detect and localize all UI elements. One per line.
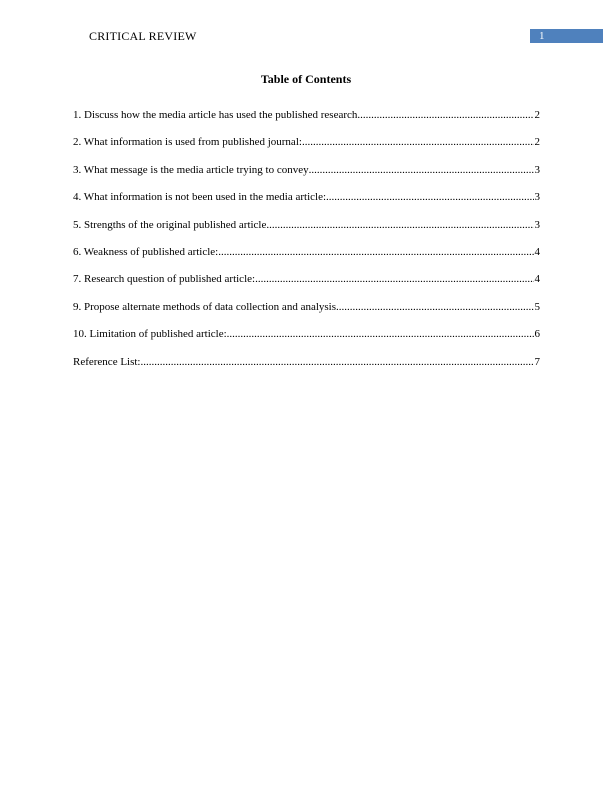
toc-dot-leader xyxy=(266,219,533,231)
toc-entry-text: 5. Strengths of the original published article xyxy=(73,218,267,231)
toc-entry-text: 4. What information is not been used in the media article: xyxy=(73,191,327,204)
toc-entry-page: 3 xyxy=(534,191,540,204)
toc-entry-page: 5 xyxy=(534,300,540,313)
toc-dot-leader xyxy=(336,301,533,313)
toc-entry-text: 2. What information is used from published journal: xyxy=(73,136,302,149)
toc-dot-leader xyxy=(302,136,534,148)
toc-entry-text: 7. Research question of published article: xyxy=(73,273,256,286)
toc-dot-leader xyxy=(227,328,534,340)
toc-entry-page: 7 xyxy=(534,355,540,368)
toc-entry[interactable] xyxy=(73,109,540,136)
toc-dot-leader xyxy=(255,273,533,285)
toc-entry-page: 4 xyxy=(534,273,540,286)
toc-dot-leader xyxy=(357,109,533,121)
toc-dot-leader xyxy=(309,164,534,176)
toc-dot-leader xyxy=(141,356,534,368)
toc-entry-text: 3. What message is the media article trying to convey xyxy=(73,163,309,176)
toc-entry-page: 3 xyxy=(534,218,540,231)
toc-entry[interactable] xyxy=(73,191,540,218)
toc-entry-text: Reference List: xyxy=(73,355,141,368)
toc-entry[interactable] xyxy=(73,246,540,273)
toc-entry-page: 3 xyxy=(534,163,540,176)
toc-entry-text: 1. Discuss how the media article has used the published research xyxy=(73,109,358,121)
toc-entry-page: 2 xyxy=(534,136,540,149)
toc-entry[interactable] xyxy=(73,273,540,300)
toc-entry[interactable] xyxy=(73,164,540,191)
toc-entry-text: 9. Propose alternate methods of data collection and analysis xyxy=(73,300,337,313)
toc-dot-leader xyxy=(326,191,533,203)
toc-entry-page: 2 xyxy=(534,109,540,121)
toc-entry-page: 6 xyxy=(534,328,540,341)
toc-entry-text: 6. Weakness of published article: xyxy=(73,245,219,258)
page-number-badge: 1 xyxy=(530,29,603,43)
toc-entry-page: 4 xyxy=(534,245,540,258)
toc-entry[interactable] xyxy=(73,301,540,328)
toc-entry[interactable] xyxy=(73,356,540,383)
toc-entry[interactable] xyxy=(73,219,540,246)
table-of-contents xyxy=(73,109,540,383)
toc-entry[interactable] xyxy=(73,136,540,163)
toc-entry[interactable] xyxy=(73,328,540,355)
running-header-title: CRITICAL REVIEW xyxy=(89,29,197,43)
toc-dot-leader xyxy=(218,246,533,258)
toc-entry-text: 10. Limitation of published article: xyxy=(73,328,227,341)
toc-heading: Table of Contents xyxy=(260,72,352,86)
